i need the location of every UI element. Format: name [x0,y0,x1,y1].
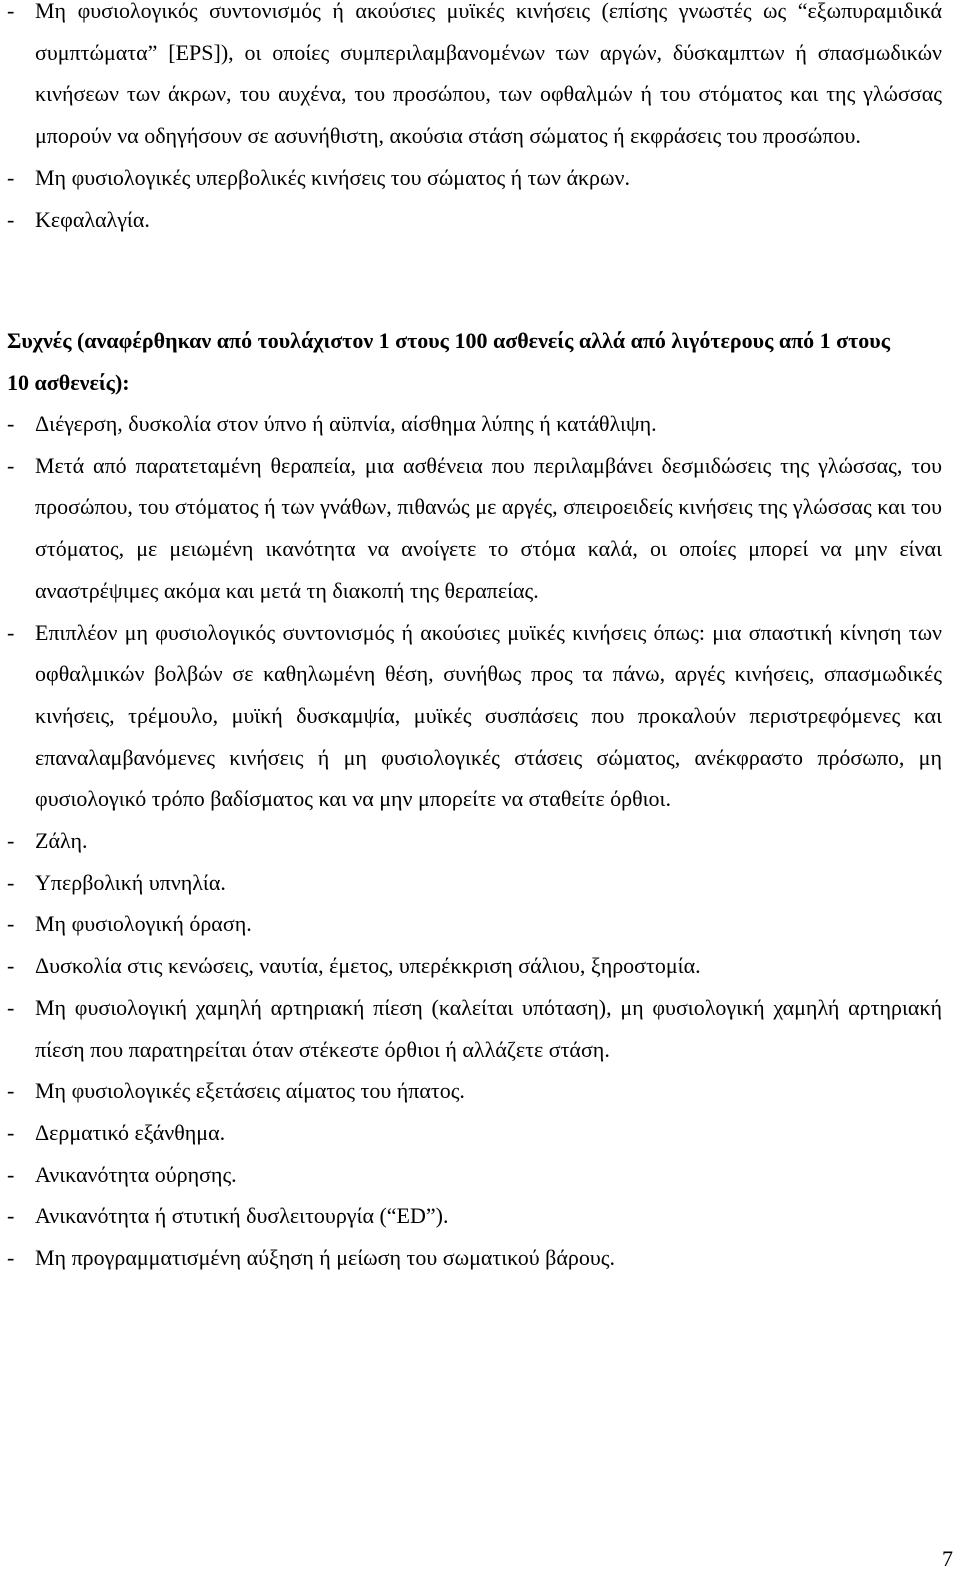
list-item-text: Ανικανότητα ούρησης. [35,1161,237,1187]
list-dash: - [7,206,15,232]
list-item-text: Υπερβολική υπνηλία. [35,869,226,895]
list-dash: - [7,911,15,937]
list-item-text: Κεφαλαλγία. [35,206,150,232]
list-dash: - [7,953,15,979]
list-item [0,903,960,945]
list-item [0,199,960,241]
list-dash: - [7,452,15,478]
list-item-text: Μη φυσιολογική όραση. [35,911,252,937]
list-item-text: Διέγερση, δυσκολία στον ύπνο ή αϋπνία, αίσθημα λύπης ή κατάθλιψη. [35,411,657,436]
list-item [0,1237,960,1279]
list-item [0,987,960,1070]
list-item [0,820,960,862]
list-item-text: Δερματικό εξάνθημα. [35,1119,226,1145]
list-item [0,1112,960,1154]
list-item-text: Μη φυσιολογικός συντονισμός ή ακούσιες μυϊκές κινήσεις (επίσης γνωστές ως “εξωπυραμιδικά συμπτώματα” [EPS]), οι οποίες συμπεριλαμβανομένων των αργών, δύσκαμπτων ή σπασμωδικών κινήσεων των άκρων, του αυχένα, του προσώπου, των οφθαλμών ή του στόματος και της γλώσσας μπορούν να οδηγήσουν σε ασυνήθιστη, ακούσια στάση σώματος ή εκφράσεις του προσώπου. [35,0,942,149]
list-dash: - [7,1161,15,1187]
list-item-text: Επιπλέον μη φυσιολογικός συντονισμός ή ακούσιες μυϊκές κινήσεις όπως: μια σπαστική κίνηση των οφθαλμικών βολβών σε καθηλωμένη θέση, συνήθως προς τα πάνω, αργές κινήσεις, σπασμωδικές κινήσεις, τρέμουλο, μυϊκή δυσκαμψία, μυϊκές συσπάσεις που προκαλούν περιστρεφόμενες και επαναλαμβανόμενες κινήσεις ή μη φυσιολογικές στάσεις σώματος, ανέκφραστο πρόσωπο, μη φυσιολογικό τρόπο βαδίσματος και να μην μπορείτε να σταθείτε όρθιοι. [35,619,942,812]
list-dash: - [7,828,15,854]
list-dash: - [7,619,15,645]
list-dash: - [7,1245,15,1271]
list-item [0,945,960,987]
list-item [0,0,960,157]
list-item-text: Ανικανότητα ή στυτική δυσλειτουργία (“ED”). [35,1203,449,1229]
side-effects-list-bottom [0,403,960,1279]
list-item [0,445,960,612]
list-item-text: Μη φυσιολογική χαμηλή αρτηριακή πίεση (καλείται υπόταση), μη φυσιολογική χαμηλή αρτηριακή πίεση που παρατηρείται όταν στέκεστε όρθιοι ή αλλάζετε στάση. [35,994,942,1062]
list-item [0,403,960,445]
list-item-text: Μη προγραμματισμένη αύξηση ή μείωση του σωματικού βάρους. [35,1245,615,1271]
list-item-text: Μη φυσιολογικές εξετάσεις αίματος του ήπατος. [35,1078,465,1104]
page-number: 7 [942,1546,953,1571]
list-item [0,862,960,904]
list-dash: - [7,869,15,895]
list-item-text: Μη φυσιολογικές υπερβολικές κινήσεις του σώματος ή των άκρων. [35,164,630,190]
list-item [0,1070,960,1112]
list-dash: - [7,1119,15,1145]
list-dash: - [7,164,15,190]
frequency-heading: Συχνές (αναφέρθηκαν από τουλάχιστον 1 στους 100 ασθενείς αλλά από λιγότερους από 1 στους 10 ασθενείς): [7,328,890,395]
list-item [0,1154,960,1196]
side-effects-list-top [0,0,960,240]
list-dash: - [7,411,15,436]
list-dash: - [7,1078,15,1104]
list-item [0,157,960,199]
list-dash: - [7,994,15,1020]
list-item-text: Μετά από παρατεταμένη θεραπεία, μια ασθένεια που περιλαμβάνει δεσμιδώσεις της γλώσσας, του προσώπου, του στόματος ή των γνάθων, πιθανώς με αργές, σπειροειδείς κινήσεις της γλώσσας και του στόματος, με μειωμένη ικανότητα να ανοίγετε το στόμα καλά, οι οποίες μπορεί να μην είναι αναστρέψιμες ακόμα και μετά τη διακοπή της θεραπείας. [35,452,942,603]
list-item-text: Δυσκολία στις κενώσεις, ναυτία, έμετος, υπερέκκριση σάλιου, ξηροστομία. [35,953,701,979]
list-dash: - [7,0,15,23]
list-item-text: Ζάλη. [35,828,88,854]
list-dash: - [7,1203,15,1229]
list-item [0,612,960,821]
list-item [0,1195,960,1237]
